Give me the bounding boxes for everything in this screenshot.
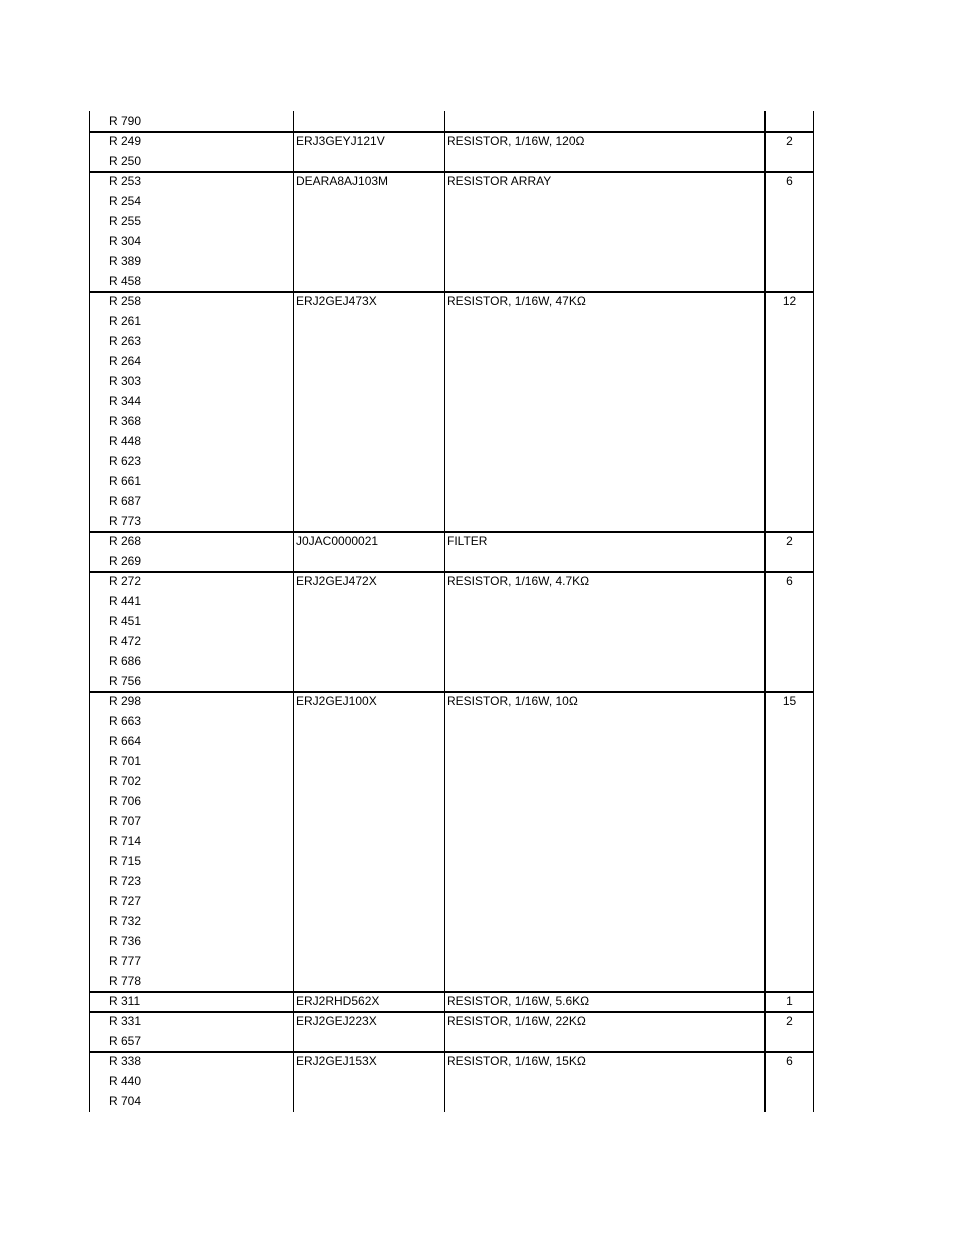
reference-designators <box>109 291 141 531</box>
ref-designator: R 304 <box>109 234 142 248</box>
ref-designator: R 255 <box>109 214 142 228</box>
part-description: RESISTOR ARRAY <box>447 174 552 188</box>
ref-designator: R 686 <box>109 654 142 668</box>
part-number: ERJ2GEJ472X <box>296 574 377 588</box>
quantity: 12 <box>782 294 797 308</box>
ref-designator: R 249 <box>109 134 142 148</box>
part-description: RESISTOR, 1/16W, 15KΩ <box>447 1054 586 1068</box>
ref-designator: R 303 <box>109 374 142 388</box>
ref-designator: R 264 <box>109 354 142 368</box>
reference-designators <box>109 991 140 1011</box>
ref-designator: R 451 <box>109 614 142 628</box>
part-number: ERJ2GEJ153X <box>296 1054 377 1068</box>
quantity: 2 <box>786 1014 793 1028</box>
part-description: RESISTOR, 1/16W, 10Ω <box>447 694 578 708</box>
part-number: ERJ2GEJ223X <box>296 1014 377 1028</box>
ref-designator: R 687 <box>109 494 142 508</box>
part-description: FILTER <box>447 534 488 548</box>
ref-designator: R 389 <box>109 254 142 268</box>
ref-designator: R 250 <box>109 154 142 168</box>
quantity: 2 <box>786 534 793 548</box>
ref-designator: R 311 <box>109 994 141 1008</box>
ref-designator: R 472 <box>109 634 142 648</box>
ref-designator: R 441 <box>109 594 142 608</box>
ref-designator: R 272 <box>109 574 142 588</box>
ref-designator: R 298 <box>109 694 142 708</box>
ref-designator: R 663 <box>109 714 142 728</box>
ref-designator: R 702 <box>109 774 142 788</box>
ref-designator: R 254 <box>109 194 142 208</box>
ref-designator: R 331 <box>109 1014 142 1028</box>
quantity: 6 <box>786 1054 793 1068</box>
ref-designator: R 253 <box>109 174 142 188</box>
table-row <box>89 571 814 691</box>
table-row <box>89 111 814 131</box>
ref-designator: R 664 <box>109 734 142 748</box>
quantity: 1 <box>786 994 793 1008</box>
ref-designator: R 773 <box>109 514 142 528</box>
reference-designators <box>109 531 141 571</box>
ref-designator: R 458 <box>109 274 142 288</box>
quantity: 2 <box>786 134 793 148</box>
part-number: ERJ2RHD562X <box>296 994 380 1008</box>
reference-designators <box>109 111 141 131</box>
ref-designator: R 661 <box>109 474 142 488</box>
quantity: 6 <box>786 574 793 588</box>
part-description: RESISTOR, 1/16W, 22KΩ <box>447 1014 586 1028</box>
table-row <box>89 691 814 991</box>
ref-designator: R 790 <box>109 114 142 128</box>
part-description: RESISTOR, 1/16W, 5.6KΩ <box>447 994 590 1008</box>
table-row <box>89 531 814 571</box>
ref-designator: R 338 <box>109 1054 142 1068</box>
part-number: DEARA8AJ103M <box>296 174 389 188</box>
reference-designators <box>109 691 141 991</box>
ref-designator: R 258 <box>109 294 142 308</box>
part-description: RESISTOR, 1/16W, 47KΩ <box>447 294 586 308</box>
ref-designator: R 778 <box>109 974 142 988</box>
quantity: 15 <box>782 694 797 708</box>
ref-designator: R 777 <box>109 954 142 968</box>
part-description: RESISTOR, 1/16W, 4.7KΩ <box>447 574 590 588</box>
parts-table <box>89 111 814 1112</box>
ref-designator: R 261 <box>109 314 142 328</box>
ref-designator: R 706 <box>109 794 142 808</box>
part-number: ERJ2GEJ100X <box>296 694 377 708</box>
ref-designator: R 732 <box>109 914 142 928</box>
reference-designators <box>109 171 141 291</box>
table-row <box>89 1051 814 1111</box>
table-row <box>89 991 814 1011</box>
ref-designator: R 715 <box>109 854 142 868</box>
ref-designator: R 707 <box>109 814 142 828</box>
ref-designator: R 727 <box>109 894 142 908</box>
ref-designator: R 704 <box>109 1094 142 1108</box>
ref-designator: R 701 <box>109 754 142 768</box>
table-row <box>89 291 814 531</box>
ref-designator: R 736 <box>109 934 142 948</box>
ref-designator: R 756 <box>109 674 142 688</box>
part-number: J0JAC0000021 <box>296 534 379 548</box>
part-number: ERJ3GEYJ121V <box>296 134 385 148</box>
ref-designator: R 448 <box>109 434 142 448</box>
reference-designators <box>109 1051 141 1111</box>
table-row <box>89 131 814 171</box>
quantity: 6 <box>786 174 793 188</box>
ref-designator: R 623 <box>109 454 142 468</box>
reference-designators <box>109 131 141 171</box>
ref-designator: R 268 <box>109 534 142 548</box>
ref-designator: R 657 <box>109 1034 142 1048</box>
ref-designator: R 263 <box>109 334 142 348</box>
ref-designator: R 440 <box>109 1074 142 1088</box>
ref-designator: R 368 <box>109 414 142 428</box>
part-number: ERJ2GEJ473X <box>296 294 377 308</box>
ref-designator: R 344 <box>109 394 142 408</box>
part-description: RESISTOR, 1/16W, 120Ω <box>447 134 585 148</box>
ref-designator: R 269 <box>109 554 142 568</box>
table-row <box>89 1011 814 1051</box>
ref-designator: R 723 <box>109 874 142 888</box>
reference-designators <box>109 571 141 691</box>
ref-designator: R 714 <box>109 834 142 848</box>
reference-designators <box>109 1011 141 1051</box>
table-row <box>89 171 814 291</box>
